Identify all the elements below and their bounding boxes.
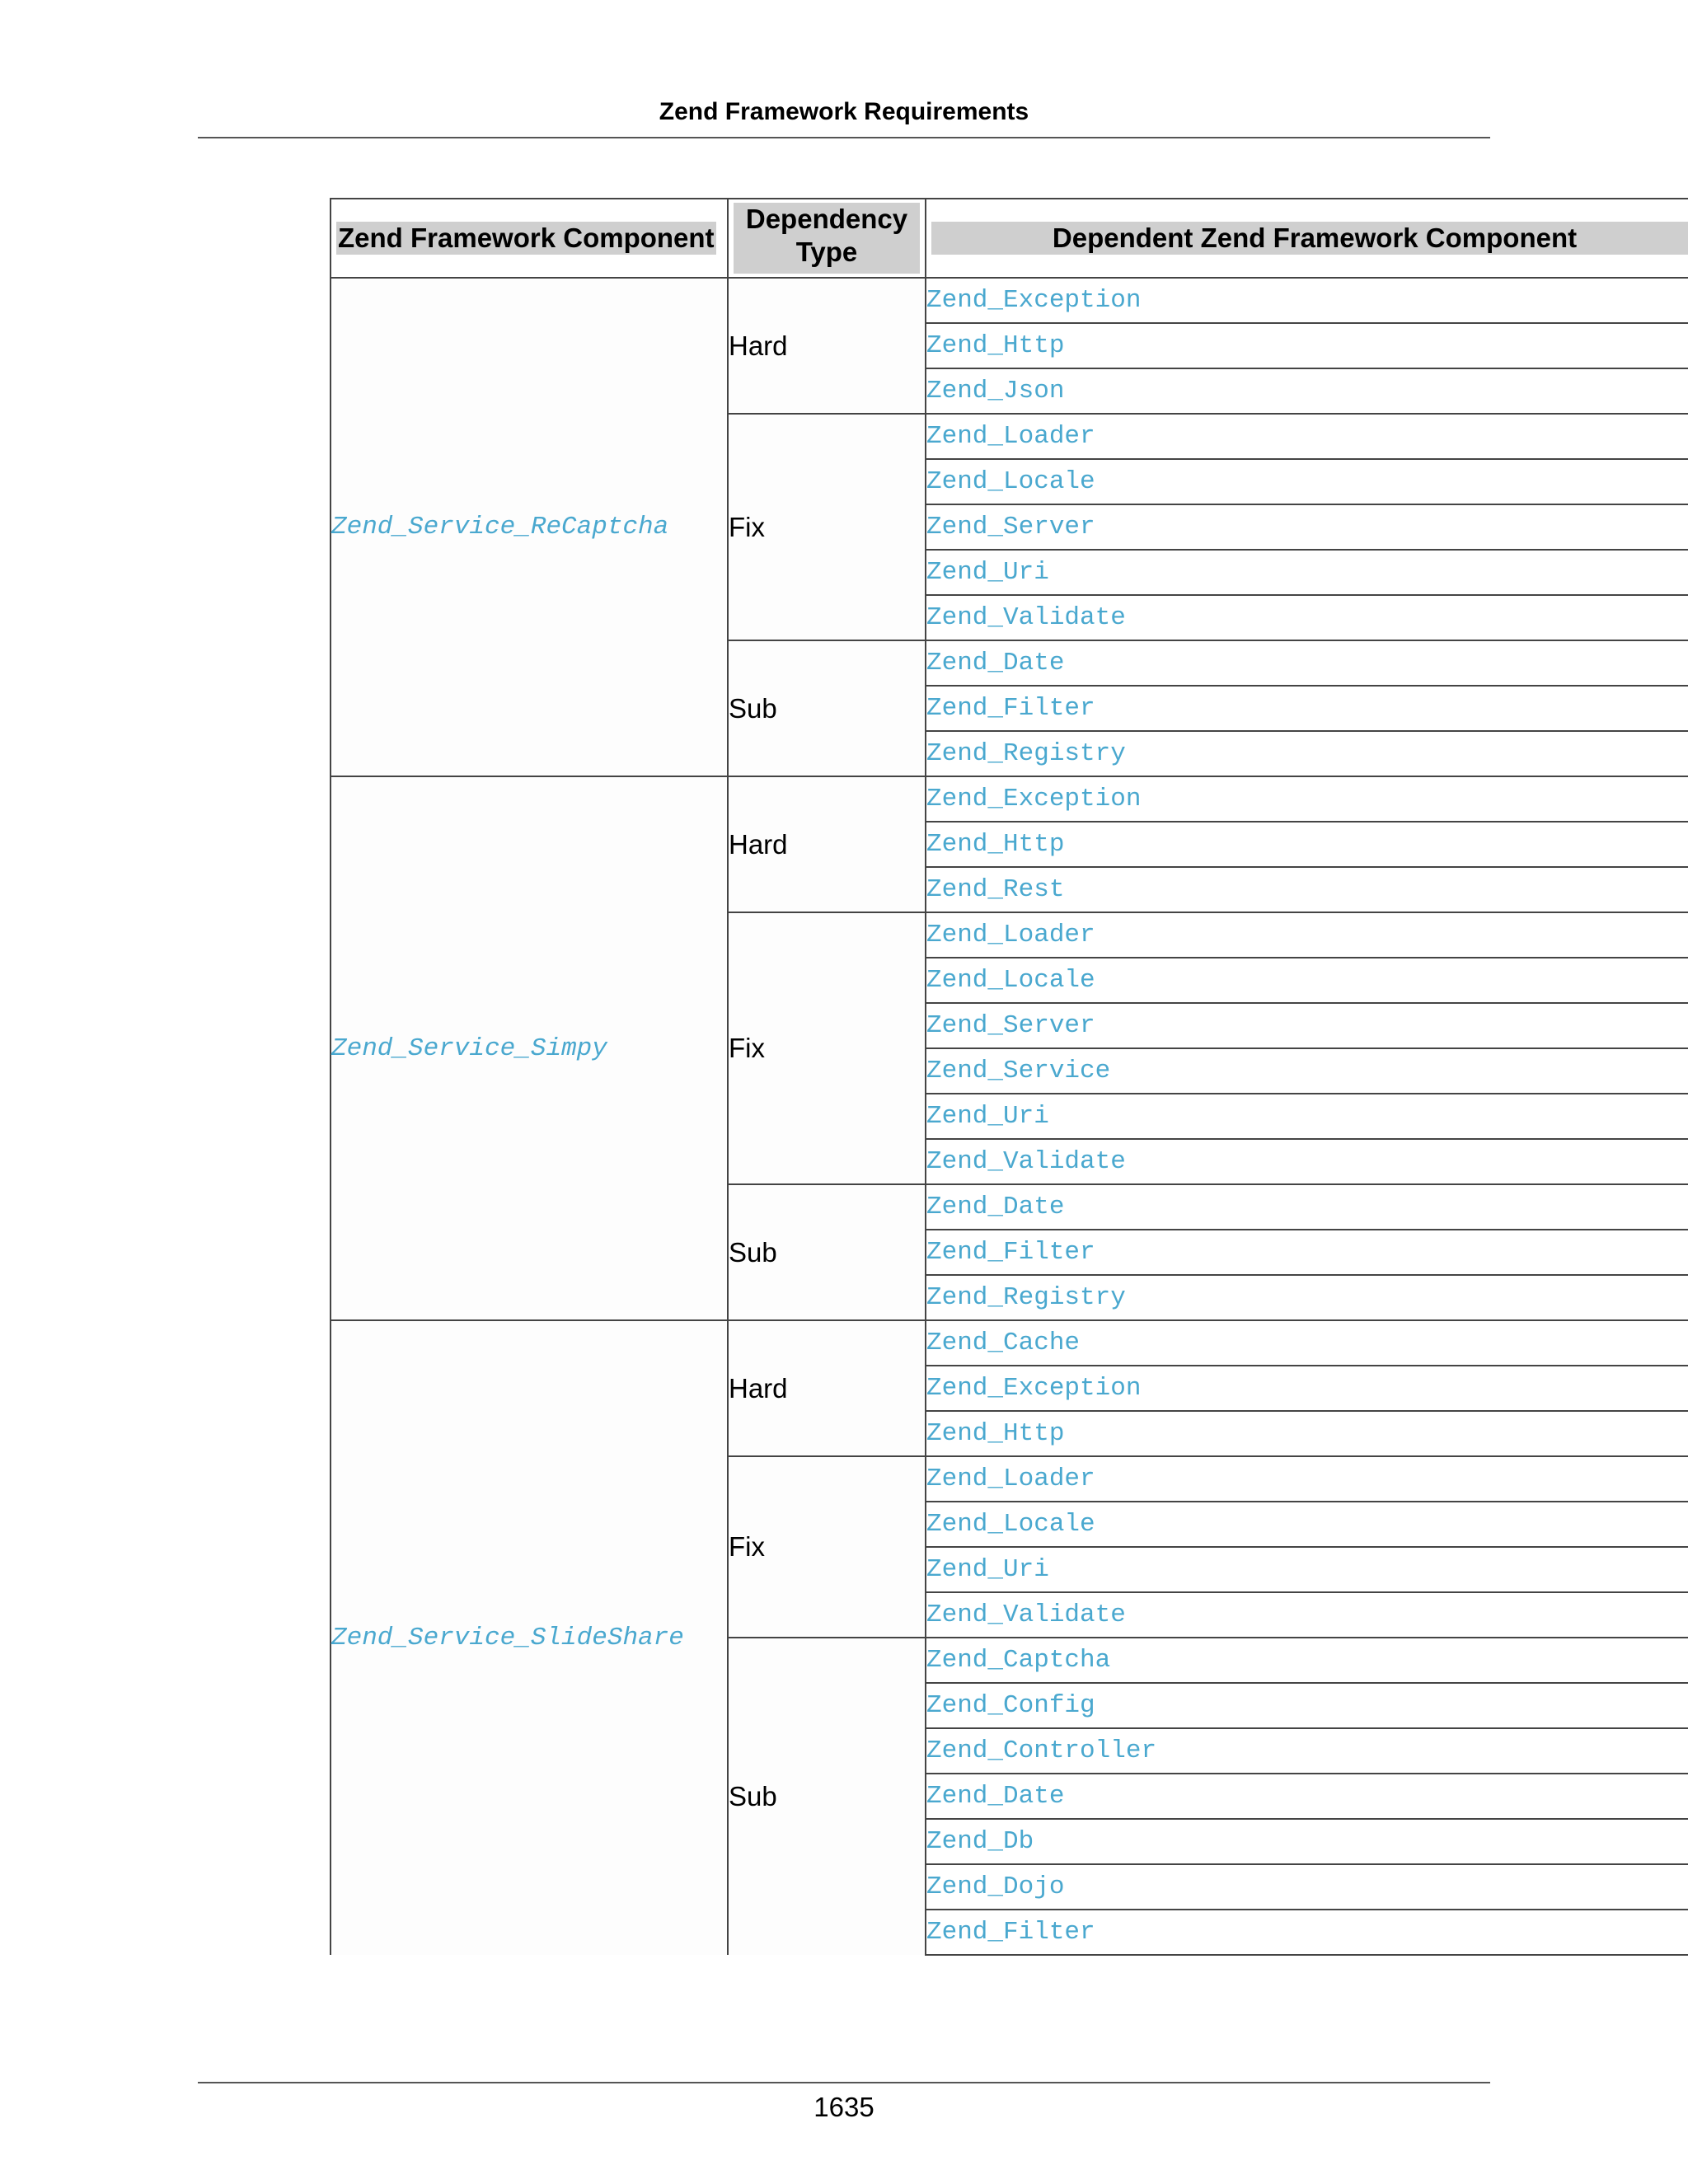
- dependent-component-link[interactable]: Zend_Captcha: [926, 1638, 1688, 1683]
- component-link[interactable]: Zend_Service_ReCaptcha: [331, 278, 728, 776]
- column-header-dependent-component: [926, 199, 1688, 278]
- dependent-component-link[interactable]: Zend_Filter: [926, 686, 1688, 731]
- dependent-component-link[interactable]: Zend_Http: [926, 323, 1688, 368]
- dependency-type-cell: Fix: [728, 1456, 926, 1638]
- dependent-component-link[interactable]: Zend_Db: [926, 1819, 1688, 1864]
- dependent-component-link[interactable]: Zend_Exception: [926, 776, 1688, 822]
- dependency-type-cell: Hard: [728, 278, 926, 414]
- dependent-component-link[interactable]: Zend_Dojo: [926, 1864, 1688, 1910]
- dependent-component-link[interactable]: Zend_Date: [926, 640, 1688, 686]
- dependent-component-link[interactable]: Zend_Locale: [926, 958, 1688, 1003]
- table-row: [331, 776, 1688, 822]
- dependency-type-cell: Hard: [728, 1320, 926, 1456]
- requirements-table-container: [330, 198, 1688, 1961]
- dependent-component-link[interactable]: Zend_Registry: [926, 731, 1688, 776]
- dependent-component-link[interactable]: Zend_Uri: [926, 550, 1688, 595]
- table-header-row: [331, 199, 1688, 278]
- dependent-component-link[interactable]: Zend_Json: [926, 368, 1688, 414]
- dependency-type-cell: Sub: [728, 1638, 926, 1955]
- dependent-component-link[interactable]: Zend_Date: [926, 1184, 1688, 1230]
- dependent-component-link[interactable]: Zend_Server: [926, 1003, 1688, 1048]
- dependent-component-link[interactable]: Zend_Uri: [926, 1547, 1688, 1592]
- dependent-component-link[interactable]: Zend_Loader: [926, 1456, 1688, 1502]
- dependent-component-link[interactable]: Zend_Date: [926, 1774, 1688, 1819]
- column-header-label: Dependent Zend Framework Component: [931, 222, 1688, 255]
- dependent-component-link[interactable]: Zend_Exception: [926, 278, 1688, 323]
- requirements-table: [330, 198, 1688, 1956]
- footer-rule: [198, 2082, 1490, 2083]
- component-link[interactable]: Zend_Service_Simpy: [331, 776, 728, 1320]
- dependent-component-link[interactable]: Zend_Service: [926, 1048, 1688, 1094]
- dependent-component-link[interactable]: Zend_Http: [926, 1411, 1688, 1456]
- dependent-component-link[interactable]: Zend_Loader: [926, 912, 1688, 958]
- dependent-component-link[interactable]: Zend_Filter: [926, 1910, 1688, 1955]
- table-row: [331, 1320, 1688, 1366]
- dependent-component-link[interactable]: Zend_Uri: [926, 1094, 1688, 1139]
- table-body: [331, 278, 1688, 1955]
- dependency-type-cell: Sub: [728, 1184, 926, 1320]
- dependent-component-link[interactable]: Zend_Loader: [926, 414, 1688, 459]
- column-header-label: Dependency Type: [734, 203, 920, 274]
- dependency-type-cell: Fix: [728, 414, 926, 640]
- dependent-component-link[interactable]: Zend_Validate: [926, 595, 1688, 640]
- dependent-component-link[interactable]: Zend_Locale: [926, 459, 1688, 504]
- dependent-component-link[interactable]: Zend_Config: [926, 1683, 1688, 1728]
- component-link[interactable]: Zend_Service_SlideShare: [331, 1320, 728, 1955]
- header-rule: [198, 137, 1490, 138]
- dependency-type-cell: Fix: [728, 912, 926, 1184]
- dependent-component-link[interactable]: Zend_Filter: [926, 1230, 1688, 1275]
- dependent-component-link[interactable]: Zend_Server: [926, 504, 1688, 550]
- dependent-component-link[interactable]: Zend_Rest: [926, 867, 1688, 912]
- column-header-component: [331, 199, 728, 278]
- dependent-component-link[interactable]: Zend_Validate: [926, 1592, 1688, 1638]
- column-header-label: Zend Framework Component: [338, 223, 715, 253]
- page-title: Zend Framework Requirements: [659, 98, 1029, 125]
- dependent-component-link[interactable]: Zend_Locale: [926, 1502, 1688, 1547]
- dependent-component-link[interactable]: Zend_Cache: [926, 1320, 1688, 1366]
- dependency-type-cell: Sub: [728, 640, 926, 776]
- column-header-dependency-type: [728, 199, 926, 278]
- table-row: [331, 278, 1688, 323]
- dependency-type-cell: Hard: [728, 776, 926, 912]
- dependent-component-link[interactable]: Zend_Registry: [926, 1275, 1688, 1320]
- dependent-component-link[interactable]: Zend_Exception: [926, 1366, 1688, 1411]
- dependent-component-link[interactable]: Zend_Controller: [926, 1728, 1688, 1774]
- page-number: 1635: [814, 2092, 874, 2122]
- dependent-component-link[interactable]: Zend_Validate: [926, 1139, 1688, 1184]
- dependent-component-link[interactable]: Zend_Http: [926, 822, 1688, 867]
